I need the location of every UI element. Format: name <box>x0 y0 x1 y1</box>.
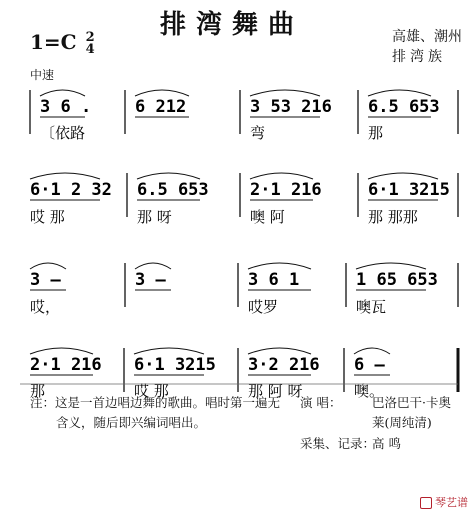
singer-name: 巴洛巴干·卡奥 <box>372 395 451 410</box>
measure-lyric: 那 呀 <box>137 208 172 226</box>
slur <box>250 173 313 179</box>
key-text: 1=C <box>30 30 77 54</box>
measure-notes: 3 – <box>30 270 61 290</box>
slur <box>356 263 426 269</box>
measure-notes: 6.5 653 <box>368 97 440 117</box>
collector-name: 高 鸣 <box>372 436 401 451</box>
song-title: 排湾舞曲 <box>160 10 305 40</box>
measure-lyric: 哎 那 <box>134 382 169 400</box>
slur <box>250 90 320 96</box>
measure-lyric: 那 <box>30 382 46 400</box>
measure-notes: 6·1 3215 <box>134 355 216 375</box>
measure-lyric: 噢。 <box>354 382 385 400</box>
tempo-marking: 中速 <box>30 68 55 82</box>
measure-lyric: 那 <box>368 124 384 142</box>
measure-lyric: 哎罗 <box>248 298 279 316</box>
measure-lyric: 那 阿 呀 <box>248 382 303 400</box>
measure-notes: 2·1 216 <box>250 180 322 200</box>
slur <box>40 90 85 96</box>
measure-lyric: 噢 阿 <box>250 208 285 226</box>
measure-notes: 6 212 <box>135 97 187 117</box>
slur <box>30 263 66 269</box>
slur <box>135 90 189 96</box>
measure-notes: 6.5 653 <box>137 180 209 200</box>
measure-lyric: 那 那那 <box>368 208 418 226</box>
footnote-line1: 注：这是一首边唱边舞的歌曲。唱时第一遍无 <box>30 395 281 410</box>
region-label: 高雄、潮州 <box>392 29 462 45</box>
time-bottom: 4 <box>85 41 95 57</box>
measure-lyric: 〔依路 <box>40 124 86 142</box>
measure-notes: 3 53 216 <box>250 97 332 117</box>
measure-notes: 6·1 2 32 <box>30 180 112 200</box>
measure-notes: 6 – <box>354 355 385 375</box>
slur <box>248 263 311 269</box>
site-logo <box>420 494 469 510</box>
measure-lyric: 弯 <box>250 124 266 142</box>
slur <box>134 348 204 354</box>
measure-notes: 3 6 1 <box>248 270 300 290</box>
measure-notes: 3 6 . <box>40 97 92 117</box>
ethnic-label: 排湾族 <box>392 49 446 65</box>
slur <box>30 348 93 354</box>
singer-name-2: 莱(周纯清) <box>372 415 432 430</box>
slur <box>135 263 171 269</box>
slur <box>368 90 431 96</box>
logo-text: 琴艺谱 <box>435 496 468 509</box>
slur <box>248 348 311 354</box>
footnote-line2: 含义，随后即兴编词唱出。 <box>56 415 207 430</box>
measure-lyric: 哎， <box>30 298 61 316</box>
measure-notes: 3 – <box>135 270 166 290</box>
measure-notes: 1 65 653 <box>356 270 438 290</box>
slur <box>368 173 438 179</box>
slur <box>354 348 390 354</box>
slur <box>137 173 200 179</box>
slur <box>30 173 100 179</box>
measure-lyric: 噢瓦 <box>356 298 387 316</box>
singer-label: 演 唱： <box>300 395 342 410</box>
measure-notes: 3·2 216 <box>248 355 320 375</box>
measure-lyric: 哎 那 <box>30 208 65 226</box>
measure-notes: 2·1 216 <box>30 355 102 375</box>
time-top: 2 <box>85 29 95 45</box>
collector-label: 采集、记录： <box>300 436 376 451</box>
measure-notes: 6·1 3215 <box>368 180 450 200</box>
logo-icon <box>420 497 432 509</box>
